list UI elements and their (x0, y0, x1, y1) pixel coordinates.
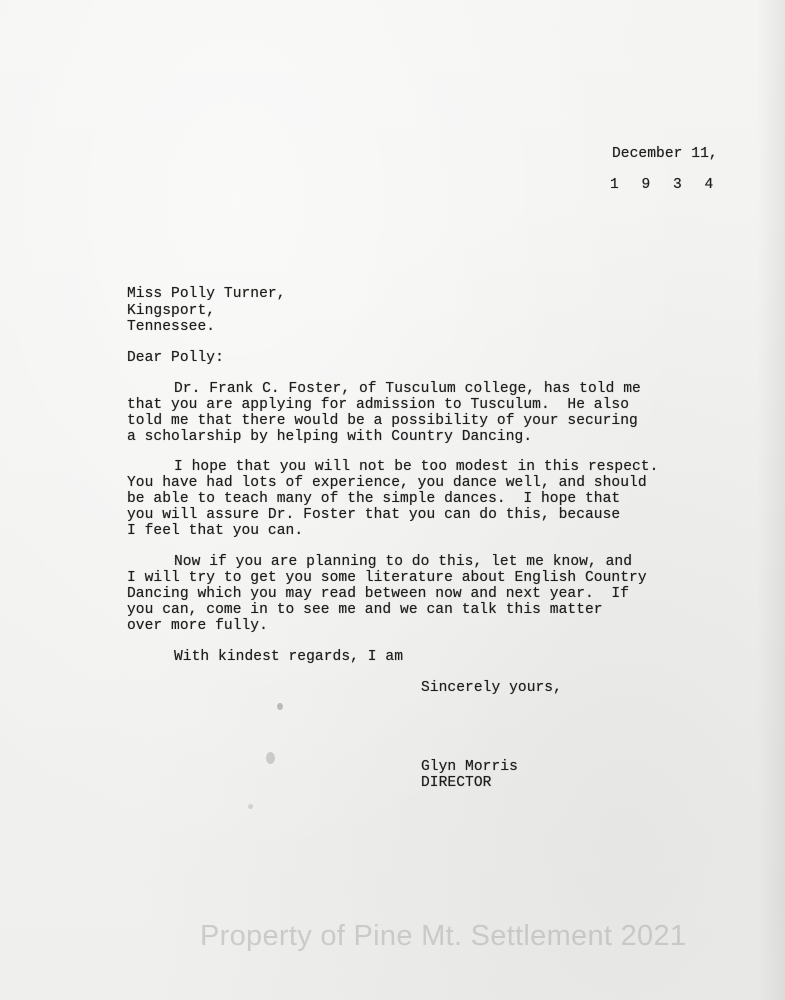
paragraph2-line: I feel that you can. (127, 523, 304, 539)
signer-title: DIRECTOR (421, 775, 492, 791)
paragraph2-line: You have had lots of experience, you dance well, and should (127, 475, 647, 491)
letter-date: December 11, (612, 146, 718, 162)
salutation: Dear Polly: (127, 350, 224, 366)
paragraph3-line: I will try to get you some literature about English Country (127, 570, 647, 586)
paragraph3-line: Dancing which you may read between now and next year. If (127, 586, 630, 602)
paper-speck (266, 752, 275, 764)
closing: Sincerely yours, (421, 680, 562, 696)
paragraph2-line: you will assure Dr. Foster that you can do this, because (127, 507, 621, 523)
page-edge-shadow (757, 0, 785, 1000)
recipient-city: Kingsport, (127, 303, 216, 319)
paragraph2-line: be able to teach many of the simple dances. I hope that (127, 491, 621, 507)
paragraph3-line: you can, come in to see me and we can talk this matter (127, 602, 603, 618)
paragraph1-line: a scholarship by helping with Country Dancing. (127, 429, 533, 445)
paragraph3-line: Now if you are planning to do this, let me know, and (174, 554, 632, 570)
paragraph1-line: told me that there would be a possibility of your securing (127, 413, 638, 429)
closing-remark: With kindest regards, I am (174, 649, 403, 665)
recipient-name: Miss Polly Turner, (127, 286, 286, 302)
paragraph2-line: I hope that you will not be too modest in this respect. (174, 459, 659, 475)
paragraph1-line: Dr. Frank C. Foster, of Tusculum college, has told me (174, 381, 641, 397)
paragraph1-line: that you are applying for admission to Tusculum. He also (127, 397, 630, 413)
paper-speck (248, 804, 253, 809)
watermark: Property of Pine Mt. Settlement 2021 (200, 920, 687, 952)
recipient-state: Tennessee. (127, 319, 216, 335)
paragraph3-line: over more fully. (127, 618, 268, 634)
letter-year: 1 9 3 4 (610, 177, 721, 193)
signer-name: Glyn Morris (421, 759, 518, 775)
paper-speck (277, 703, 283, 710)
